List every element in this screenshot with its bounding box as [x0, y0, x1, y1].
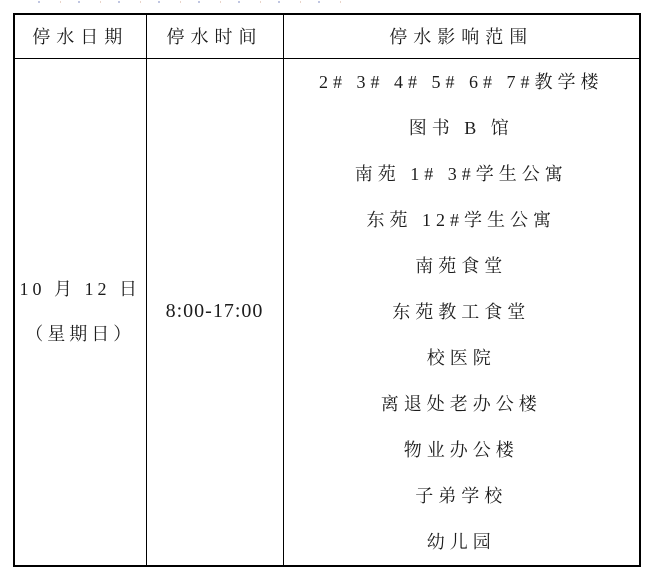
outage-weekday: （星期日）	[25, 323, 136, 344]
outage-date: 10 月 12 日	[19, 278, 141, 299]
outage-date-cell	[14, 58, 146, 566]
affected-area-item: 幼儿园	[426, 531, 496, 552]
outage-time-cell	[146, 58, 283, 566]
affected-area-item: 图书 B 馆	[408, 117, 514, 138]
affected-area-item: 2# 3# 4# 5# 6# 7#教学楼	[319, 71, 604, 92]
affected-area-item: 物业办公楼	[403, 439, 519, 460]
affected-area-item: 东苑教工食堂	[392, 301, 531, 322]
affected-area-item: 离退处老办公楼	[380, 393, 542, 414]
affected-area-item: 东苑 12#学生公寓	[366, 209, 556, 230]
affected-scope-cell	[283, 58, 640, 566]
table-row	[14, 58, 640, 566]
affected-area-item: 南苑 1# 3#学生公寓	[354, 163, 568, 184]
affected-area-item: 南苑食堂	[415, 255, 508, 276]
affected-area-item: 校医院	[426, 347, 496, 368]
water-outage-table	[13, 13, 641, 567]
clipped-text-top-edge	[38, 1, 358, 3]
header-outage-date: 停水日期	[14, 14, 146, 58]
header-affected-scope: 停水影响范围	[283, 14, 640, 58]
affected-area-item: 子弟学校	[415, 485, 508, 506]
table-header-row	[14, 14, 640, 58]
header-outage-time: 停水时间	[146, 14, 283, 58]
outage-time: 8:00-17:00	[165, 300, 264, 322]
